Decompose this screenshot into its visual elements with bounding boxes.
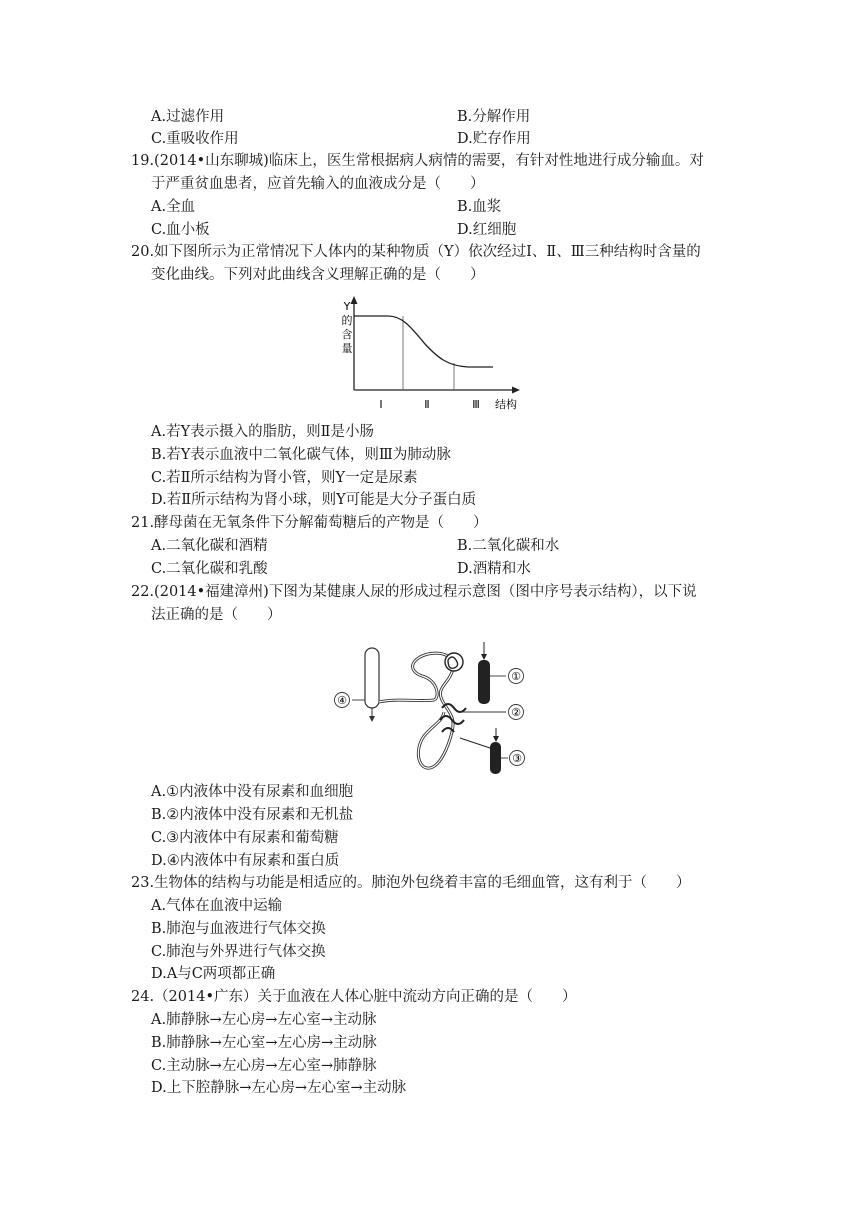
- x-tick-2: Ⅱ: [424, 398, 430, 411]
- x-axis-label: 结构: [495, 398, 517, 411]
- q24-option-c: C.主动脉→左心房→左心室→肺静脉: [151, 1058, 377, 1074]
- q23-stem: 23.生物体的结构与功能是相适应的。肺泡外包绕着丰富的毛细血管，这有利于（ ）: [131, 875, 691, 891]
- q20-option-b: B.若Y表示血液中二氧化碳气体，则Ⅲ为肺动脉: [151, 447, 451, 463]
- label-1: ①: [511, 670, 521, 683]
- label-2: ②: [511, 706, 521, 719]
- nephron-diagram: [330, 640, 540, 780]
- q22-option-a: A.①内液体中没有尿素和血细胞: [151, 784, 354, 800]
- q20-option-c: C.若Ⅱ所示结构为肾小管，则Y一定是尿素: [151, 470, 418, 486]
- x-axis-arrow: [512, 387, 520, 394]
- q23-option-c: C.肺泡与外界进行气体交换: [151, 944, 326, 960]
- q21-option-c: C.二氧化碳和乳酸: [151, 561, 268, 577]
- q19-option-b: B.血浆: [457, 199, 502, 215]
- q24-option-d: D.上下腔静脉→左心房→左心室→主动脉: [151, 1080, 407, 1096]
- y-axis-arrow: [351, 296, 358, 304]
- q23-option-a: A.气体在血液中运输: [151, 898, 283, 914]
- x-tick-3: Ⅲ: [472, 398, 480, 411]
- q21-stem: 21.酵母菌在无氧条件下分解葡萄糖后的产物是（ ）: [131, 515, 488, 531]
- collecting-duct: [365, 648, 379, 708]
- q20-option-d: D.若Ⅱ所示结构为肾小球，则Y可能是大分子蛋白质: [151, 492, 477, 508]
- y-label-char-2: 的: [341, 314, 353, 327]
- q22-stem-line2: 法正确的是（ ）: [151, 607, 282, 623]
- q22-stem-line1: 22.(2014•福建漳州)下图为某健康人尿的形成过程示意图（图中序号表示结构），以下说: [131, 584, 697, 600]
- glomerulus: [445, 653, 463, 671]
- y-label-char-1: Y: [343, 300, 351, 313]
- x-tick-1: Ⅰ: [379, 398, 383, 411]
- content-curve: [354, 316, 493, 367]
- q21-option-d: D.酒精和水: [457, 561, 531, 577]
- q21-option-b: B.二氧化碳和水: [457, 538, 560, 554]
- vessel-3: [490, 742, 501, 774]
- q24-option-a: A.肺静脉→左心房→左心室→主动脉: [151, 1012, 377, 1028]
- q19-option-c: C.血小板: [151, 222, 210, 238]
- q19-option-d: D.红细胞: [457, 222, 517, 238]
- q22-option-b: B.②内液体中没有尿素和无机盐: [151, 807, 354, 823]
- q24-option-b: B.肺静脉→左心室→左心房→主动脉: [151, 1035, 377, 1051]
- q18-option-a: A.过滤作用: [151, 109, 225, 125]
- q24-stem: 24.（2014•广东）关于血液在人体心脏中流动方向正确的是（ ）: [131, 989, 577, 1005]
- q20-stem-line2: 变化曲线。下列对此曲线含义理解正确的是（ ）: [151, 267, 485, 283]
- vessel-1: [478, 660, 490, 704]
- q18-option-d: D.贮存作用: [457, 131, 531, 147]
- q22-option-d: D.④内液体中有尿素和蛋白质: [151, 853, 340, 869]
- y-label-char-4: 量: [341, 342, 353, 355]
- q18-option-b: B.分解作用: [457, 109, 531, 125]
- vessel-3-connector: [460, 738, 490, 748]
- q23-option-b: B.肺泡与血液进行气体交换: [151, 921, 326, 937]
- q20-option-a: A.若Y表示摄入的脂肪，则Ⅱ是小肠: [151, 424, 375, 440]
- q19-option-a: A.全血: [151, 199, 196, 215]
- q19-stem-line2: 于严重贫血患者，应首先输入的血液成分是（ ）: [151, 176, 485, 192]
- q18-option-c: C.重吸收作用: [151, 131, 239, 147]
- vessel-1-arrowhead: [481, 654, 487, 660]
- collecting-duct-arrowhead: [369, 716, 375, 722]
- y-label-char-3: 含: [341, 328, 353, 341]
- q20-stem-line1: 20.如下图所示为正常情况下人体内的某种物质（Y）依次经过Ⅰ、Ⅱ、Ⅲ三种结构时含量的: [131, 244, 701, 260]
- q21-option-a: A.二氧化碳和酒精: [151, 538, 268, 554]
- label-3: ③: [512, 752, 522, 765]
- renal-tubule: [379, 653, 454, 768]
- q20-curve-figure: [330, 296, 530, 418]
- vessel-3-arrowhead: [493, 736, 499, 742]
- q22-option-c: C.③内液体中有尿素和葡萄糖: [151, 830, 339, 846]
- q23-option-d: D.A与C两项都正确: [151, 966, 276, 982]
- label-4: ④: [337, 694, 347, 707]
- renal-tubule-inner: [379, 653, 454, 768]
- q19-stem-line1: 19.(2014•山东聊城)临床上，医生常根据病人病情的需要，有针对性地进行成分输血。对: [131, 153, 704, 169]
